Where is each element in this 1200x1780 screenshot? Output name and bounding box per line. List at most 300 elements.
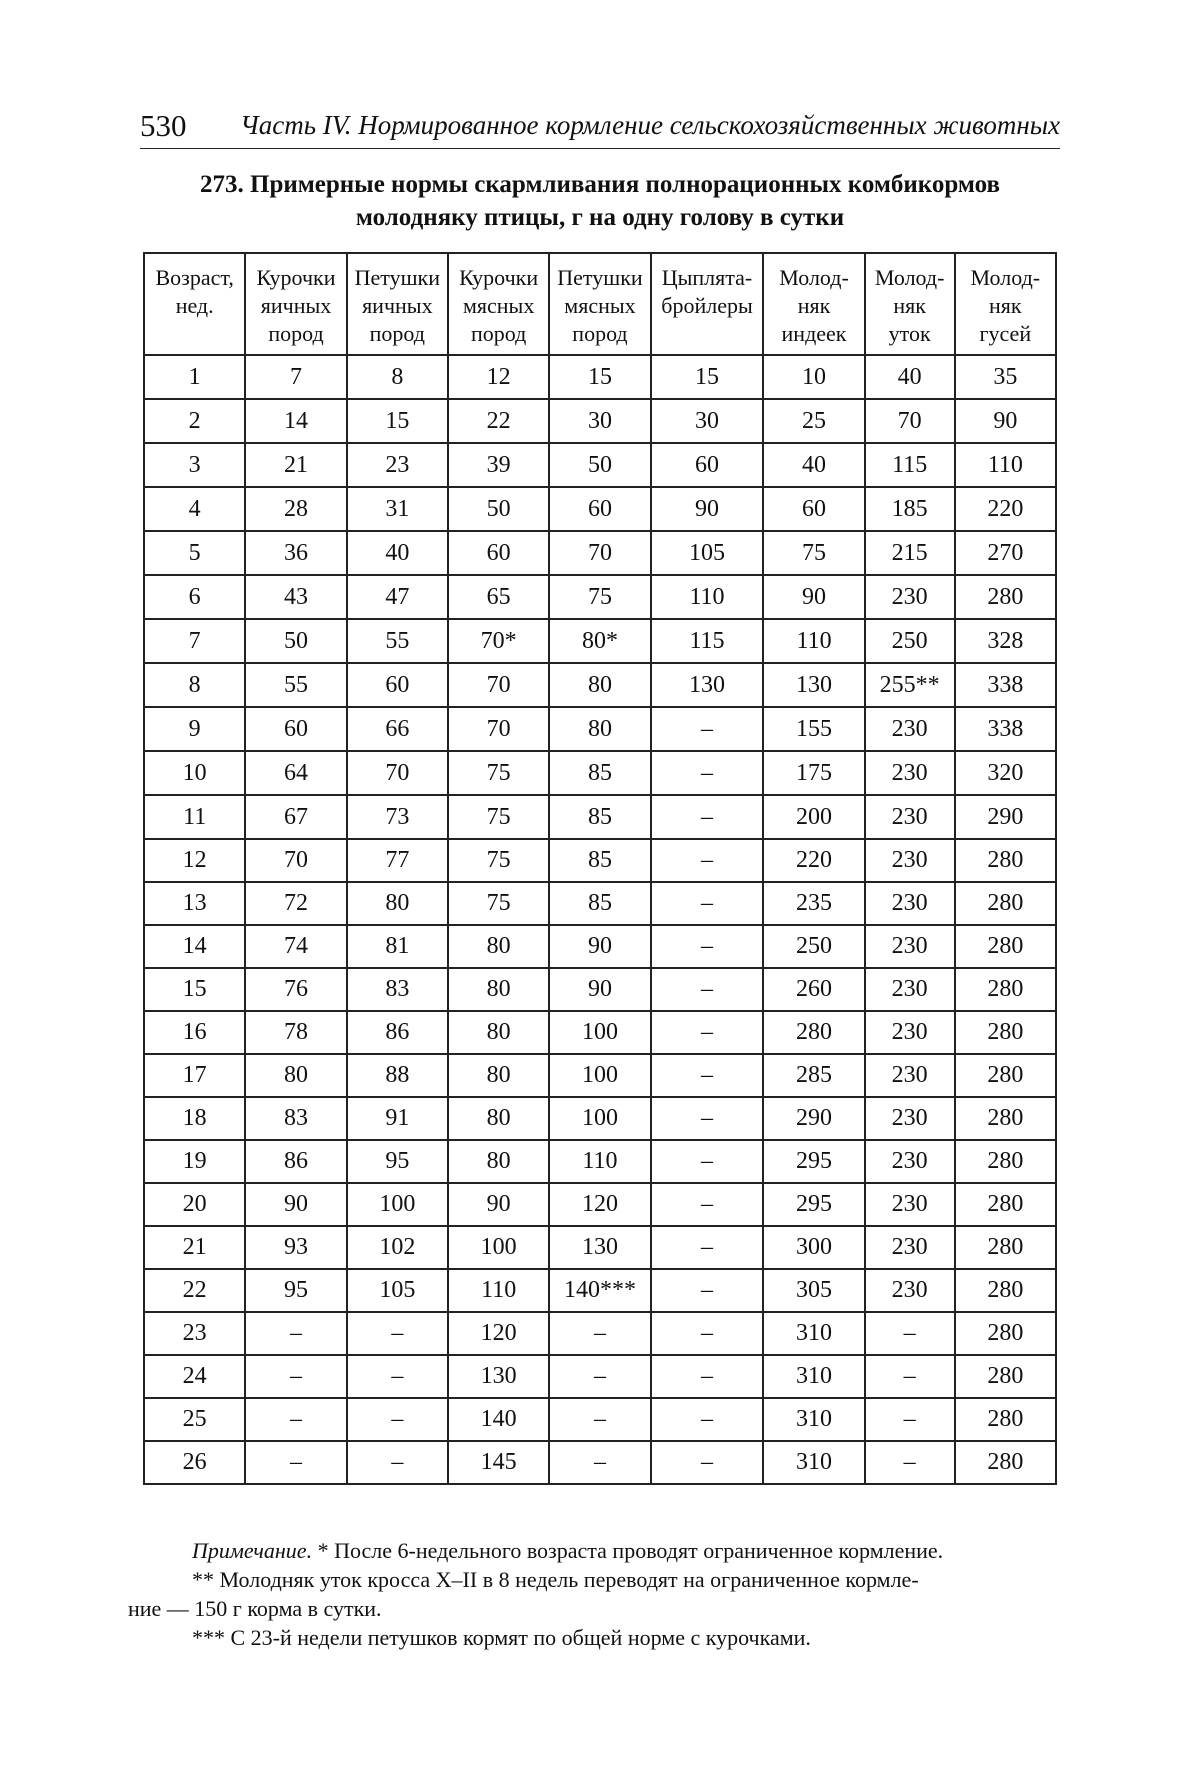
note-lead: Примечание.: [192, 1538, 313, 1563]
table-row: [144, 487, 1056, 531]
note-1: [128, 1536, 1064, 1565]
table-cell: 83: [245, 1097, 346, 1140]
table-cell: –: [651, 1269, 764, 1312]
table-cell: 86: [347, 1011, 448, 1054]
table-cell: 155: [763, 707, 864, 751]
table-cell: 7: [245, 355, 346, 399]
table-cell: 230: [865, 1097, 955, 1140]
table-cell: 280: [955, 1269, 1056, 1312]
table-cell: 21: [245, 443, 346, 487]
table-cell: 100: [549, 1011, 650, 1054]
feeding-norms-table: [143, 252, 1057, 1485]
table-cell: 280: [955, 839, 1056, 882]
table-cell: –: [865, 1398, 955, 1441]
table-cell: 105: [347, 1269, 448, 1312]
table-cell: 280: [955, 1226, 1056, 1269]
table-body: [144, 355, 1056, 1484]
table-cell: –: [651, 707, 764, 751]
age-cell: 25: [144, 1398, 245, 1441]
table-cell: 75: [448, 882, 549, 925]
age-cell: 9: [144, 707, 245, 751]
column-header-line: яичных: [362, 293, 433, 318]
column-header-line: Петушки: [557, 265, 643, 290]
table-cell: 12: [448, 355, 549, 399]
table-cell: –: [651, 1226, 764, 1269]
table-cell: 260: [763, 968, 864, 1011]
column-header-line: нед.: [175, 293, 214, 318]
table-cell: 91: [347, 1097, 448, 1140]
column-header-line: мясных: [462, 293, 535, 318]
table-cell: 115: [651, 619, 764, 663]
column-header: [448, 253, 549, 355]
column-header-line: мясных: [564, 293, 636, 318]
table-cell: –: [245, 1312, 346, 1355]
table-cell: 338: [955, 663, 1056, 707]
table-cell: 80: [245, 1054, 346, 1097]
table-header: [144, 253, 1056, 355]
table-cell: 300: [763, 1226, 864, 1269]
age-cell: 10: [144, 751, 245, 795]
age-cell: 17: [144, 1054, 245, 1097]
table-cell: 80: [448, 968, 549, 1011]
table-cell: –: [651, 1398, 764, 1441]
table-cell: 102: [347, 1226, 448, 1269]
table-cell: 280: [955, 1312, 1056, 1355]
table-cell: 280: [763, 1011, 864, 1054]
table-cell: 230: [865, 1226, 955, 1269]
table-cell: 70: [448, 707, 549, 751]
table-cell: 230: [865, 795, 955, 839]
table-row: [144, 795, 1056, 839]
table-cell: 145: [448, 1441, 549, 1484]
table-cell: 75: [763, 531, 864, 575]
column-header-line: Курочки: [256, 265, 336, 290]
table-row: [144, 839, 1056, 882]
table-cell: –: [651, 839, 764, 882]
table-row: [144, 1398, 1056, 1441]
table-title-line-2: молодняку птицы, г на одну голову в сутки: [355, 204, 845, 231]
table-cell: 230: [865, 751, 955, 795]
table-cell: 75: [448, 751, 549, 795]
table-cell: 70: [245, 839, 346, 882]
table-cell: 39: [448, 443, 549, 487]
table-cell: 60: [448, 531, 549, 575]
table-cell: 55: [347, 619, 448, 663]
table-cell: 80: [448, 1011, 549, 1054]
column-header: [865, 253, 955, 355]
note-2-line-2: ние — 150 г корма в сутки.: [128, 1596, 382, 1621]
table-cell: 22: [448, 399, 549, 443]
table-cell: 320: [955, 751, 1056, 795]
column-header-line: Молод-: [779, 265, 849, 290]
age-cell: 19: [144, 1140, 245, 1183]
table-cell: 310: [763, 1398, 864, 1441]
table-cell: –: [347, 1441, 448, 1484]
table-cell: 80: [347, 882, 448, 925]
table-row: [144, 443, 1056, 487]
table-cell: 110: [448, 1269, 549, 1312]
table-cell: 230: [865, 839, 955, 882]
table-cell: 78: [245, 1011, 346, 1054]
table-cell: –: [651, 1441, 764, 1484]
table-cell: 100: [347, 1183, 448, 1226]
table-cell: 200: [763, 795, 864, 839]
column-header-line: бройлеры: [661, 293, 753, 318]
table-row: [144, 575, 1056, 619]
table-cell: 250: [865, 619, 955, 663]
column-header-line: пород: [470, 321, 527, 346]
table-cell: 230: [865, 1140, 955, 1183]
table-cell: –: [651, 1140, 764, 1183]
table-row: [144, 882, 1056, 925]
table-row: [144, 751, 1056, 795]
header-row: [144, 253, 1056, 355]
table-cell: 90: [763, 575, 864, 619]
table-cell: 43: [245, 575, 346, 619]
table-cell: –: [549, 1312, 650, 1355]
column-header: [144, 253, 245, 355]
table-cell: 60: [245, 707, 346, 751]
table-cell: 338: [955, 707, 1056, 751]
age-cell: 18: [144, 1097, 245, 1140]
column-header: [245, 253, 346, 355]
table-cell: 90: [245, 1183, 346, 1226]
column-header-line: Курочки: [459, 265, 539, 290]
column-header-line: няк: [893, 293, 926, 318]
table-cell: 60: [549, 487, 650, 531]
table-cell: –: [651, 925, 764, 968]
table-row: [144, 531, 1056, 575]
table-cell: 70*: [448, 619, 549, 663]
table-cell: 105: [651, 531, 764, 575]
table-cell: 280: [955, 1441, 1056, 1484]
table-row: [144, 1312, 1056, 1355]
table-cell: –: [245, 1355, 346, 1398]
age-cell: 11: [144, 795, 245, 839]
table-cell: 74: [245, 925, 346, 968]
table-cell: –: [347, 1355, 448, 1398]
table-cell: 64: [245, 751, 346, 795]
table-cell: 23: [347, 443, 448, 487]
table-cell: 230: [865, 575, 955, 619]
table-cell: 250: [763, 925, 864, 968]
table-cell: –: [651, 1097, 764, 1140]
table-cell: 83: [347, 968, 448, 1011]
table-row: [144, 707, 1056, 751]
table-cell: 30: [549, 399, 650, 443]
column-header-line: пород: [369, 321, 425, 346]
table-cell: 8: [347, 355, 448, 399]
table-cell: 220: [763, 839, 864, 882]
table-cell: 15: [651, 355, 764, 399]
table-cell: 80: [549, 663, 650, 707]
table-cell: 80: [448, 1054, 549, 1097]
table-cell: 230: [865, 1183, 955, 1226]
table-cell: –: [865, 1441, 955, 1484]
table-cell: –: [651, 882, 764, 925]
page-number: 530: [140, 108, 187, 143]
table-cell: 70: [865, 399, 955, 443]
table-cell: –: [865, 1312, 955, 1355]
table-notes: [128, 1536, 1064, 1652]
table-cell: 305: [763, 1269, 864, 1312]
table-cell: 115: [865, 443, 955, 487]
table-cell: 220: [955, 487, 1056, 531]
table-row: [144, 925, 1056, 968]
table-cell: 280: [955, 925, 1056, 968]
table-cell: 280: [955, 1097, 1056, 1140]
table-cell: 15: [347, 399, 448, 443]
column-header-line: яичных: [260, 293, 332, 318]
table-cell: 130: [763, 663, 864, 707]
table-cell: –: [651, 1355, 764, 1398]
table-cell: 280: [955, 1355, 1056, 1398]
table-cell: 130: [549, 1226, 650, 1269]
table-cell: 90: [549, 968, 650, 1011]
table-cell: 80: [448, 1140, 549, 1183]
table-cell: 85: [549, 882, 650, 925]
table-cell: 280: [955, 882, 1056, 925]
table-cell: 93: [245, 1226, 346, 1269]
column-header-line: Молод-: [970, 265, 1041, 290]
table-cell: 40: [865, 355, 955, 399]
age-cell: 20: [144, 1183, 245, 1226]
age-cell: 26: [144, 1441, 245, 1484]
table-cell: –: [347, 1312, 448, 1355]
table-cell: 85: [549, 839, 650, 882]
table-cell: 185: [865, 487, 955, 531]
table-cell: 30: [651, 399, 764, 443]
age-cell: 14: [144, 925, 245, 968]
table-cell: 230: [865, 1269, 955, 1312]
table-cell: 230: [865, 968, 955, 1011]
table-row: [144, 399, 1056, 443]
table-cell: 280: [955, 968, 1056, 1011]
table-cell: 40: [763, 443, 864, 487]
table-cell: 130: [448, 1355, 549, 1398]
table-cell: 110: [549, 1140, 650, 1183]
table-cell: 295: [763, 1183, 864, 1226]
column-header-line: няк: [797, 293, 831, 318]
table-cell: –: [651, 751, 764, 795]
table-cell: 120: [448, 1312, 549, 1355]
table-cell: –: [549, 1398, 650, 1441]
table-cell: 280: [955, 575, 1056, 619]
table-cell: –: [549, 1441, 650, 1484]
table-cell: –: [347, 1398, 448, 1441]
table-cell: 255**: [865, 663, 955, 707]
table-cell: 35: [955, 355, 1056, 399]
column-header-line: пород: [572, 321, 628, 346]
table-cell: 60: [651, 443, 764, 487]
table-row: [144, 968, 1056, 1011]
column-header-line: индеек: [781, 321, 847, 346]
table-cell: 140: [448, 1398, 549, 1441]
table-cell: 80*: [549, 619, 650, 663]
table-row: [144, 1441, 1056, 1484]
table-cell: 230: [865, 925, 955, 968]
table-cell: 85: [549, 751, 650, 795]
table-cell: 15: [549, 355, 650, 399]
column-header-line: Петушки: [354, 265, 441, 290]
table-cell: –: [651, 1054, 764, 1097]
table-cell: 280: [955, 1183, 1056, 1226]
table-cell: 120: [549, 1183, 650, 1226]
table-cell: 270: [955, 531, 1056, 575]
table-cell: 295: [763, 1140, 864, 1183]
table-cell: 310: [763, 1441, 864, 1484]
age-cell: 16: [144, 1011, 245, 1054]
table-cell: 77: [347, 839, 448, 882]
age-cell: 6: [144, 575, 245, 619]
table-cell: 70: [347, 751, 448, 795]
table-cell: 100: [549, 1097, 650, 1140]
table-cell: 90: [955, 399, 1056, 443]
column-header: [763, 253, 864, 355]
table-cell: 285: [763, 1054, 864, 1097]
table-cell: 290: [763, 1097, 864, 1140]
table-row: [144, 619, 1056, 663]
age-cell: 22: [144, 1269, 245, 1312]
column-header-line: Молод-: [874, 265, 945, 290]
table-cell: 100: [448, 1226, 549, 1269]
table-cell: 25: [763, 399, 864, 443]
note-3: *** С 23-й недели петушков кормят по общей норме с курочками.: [192, 1625, 811, 1650]
column-header-line: няк: [989, 293, 1022, 318]
table-cell: 290: [955, 795, 1056, 839]
table-row: [144, 1140, 1056, 1183]
table-cell: 80: [448, 925, 549, 968]
table-title: [140, 168, 1060, 234]
table-cell: –: [651, 1183, 764, 1226]
table-cell: 230: [865, 707, 955, 751]
table-cell: 75: [448, 795, 549, 839]
table-cell: 230: [865, 882, 955, 925]
table-cell: 75: [549, 575, 650, 619]
table-cell: 85: [549, 795, 650, 839]
table-row: [144, 663, 1056, 707]
table-cell: –: [651, 795, 764, 839]
table-cell: 14: [245, 399, 346, 443]
table-row: [144, 1355, 1056, 1398]
age-cell: 12: [144, 839, 245, 882]
table-cell: 90: [549, 925, 650, 968]
table-cell: 110: [651, 575, 764, 619]
table-cell: 50: [245, 619, 346, 663]
table-cell: 81: [347, 925, 448, 968]
table-cell: 31: [347, 487, 448, 531]
table-cell: 40: [347, 531, 448, 575]
table-cell: 86: [245, 1140, 346, 1183]
table-row: [144, 1183, 1056, 1226]
column-header-line: уток: [888, 321, 931, 346]
note-1-text: * После 6-недельного возраста проводят ограниченное кормление.: [312, 1538, 944, 1563]
table-cell: 28: [245, 487, 346, 531]
table-cell: 75: [448, 839, 549, 882]
table-cell: 80: [448, 1097, 549, 1140]
table-row: [144, 1097, 1056, 1140]
table-cell: 55: [245, 663, 346, 707]
age-cell: 15: [144, 968, 245, 1011]
table-cell: 60: [763, 487, 864, 531]
table-cell: 95: [245, 1269, 346, 1312]
table-cell: 70: [448, 663, 549, 707]
table-cell: 310: [763, 1355, 864, 1398]
table-row: [144, 1054, 1056, 1097]
age-cell: 21: [144, 1226, 245, 1269]
age-cell: 3: [144, 443, 245, 487]
table-cell: 110: [955, 443, 1056, 487]
table-cell: –: [245, 1398, 346, 1441]
table-cell: 47: [347, 575, 448, 619]
table-cell: –: [245, 1441, 346, 1484]
table-cell: –: [651, 1011, 764, 1054]
column-header: [955, 253, 1056, 355]
table-row: [144, 1226, 1056, 1269]
table-cell: 95: [347, 1140, 448, 1183]
table-cell: 110: [763, 619, 864, 663]
table-cell: 60: [347, 663, 448, 707]
table-title-line-1: 273. Примерные нормы скармливания полнорационных комбикормов: [200, 171, 1000, 198]
column-header-line: пород: [268, 321, 324, 346]
age-cell: 5: [144, 531, 245, 575]
table-cell: 73: [347, 795, 448, 839]
table-cell: 90: [651, 487, 764, 531]
age-cell: 2: [144, 399, 245, 443]
table-cell: 88: [347, 1054, 448, 1097]
table-row: [144, 1269, 1056, 1312]
age-cell: 4: [144, 487, 245, 531]
table-cell: 70: [549, 531, 650, 575]
table-cell: 65: [448, 575, 549, 619]
table-cell: 235: [763, 882, 864, 925]
column-header: [651, 253, 764, 355]
table-cell: –: [865, 1355, 955, 1398]
table-cell: –: [549, 1355, 650, 1398]
table-cell: 66: [347, 707, 448, 751]
table-cell: 130: [651, 663, 764, 707]
table-cell: 280: [955, 1054, 1056, 1097]
table-cell: 67: [245, 795, 346, 839]
column-header-line: Возраст,: [155, 265, 234, 290]
table-cell: 90: [448, 1183, 549, 1226]
age-cell: 7: [144, 619, 245, 663]
age-cell: 1: [144, 355, 245, 399]
running-title: Часть IV. Нормированное кормление сельскохозяйственных животных: [240, 110, 1060, 140]
age-cell: 23: [144, 1312, 245, 1355]
age-cell: 13: [144, 882, 245, 925]
age-cell: 8: [144, 663, 245, 707]
running-head: [140, 104, 1060, 149]
table-cell: 72: [245, 882, 346, 925]
table-cell: 76: [245, 968, 346, 1011]
column-header-line: гусей: [979, 321, 1032, 346]
table-cell: 328: [955, 619, 1056, 663]
table-cell: 230: [865, 1011, 955, 1054]
table-cell: 215: [865, 531, 955, 575]
table-cell: 140***: [549, 1269, 650, 1312]
table-cell: 280: [955, 1140, 1056, 1183]
table-cell: 310: [763, 1312, 864, 1355]
table-cell: 230: [865, 1054, 955, 1097]
table-cell: 80: [549, 707, 650, 751]
table-cell: 50: [549, 443, 650, 487]
age-cell: 24: [144, 1355, 245, 1398]
table-cell: 100: [549, 1054, 650, 1097]
table-cell: 50: [448, 487, 549, 531]
table-cell: 10: [763, 355, 864, 399]
column-header: [549, 253, 650, 355]
